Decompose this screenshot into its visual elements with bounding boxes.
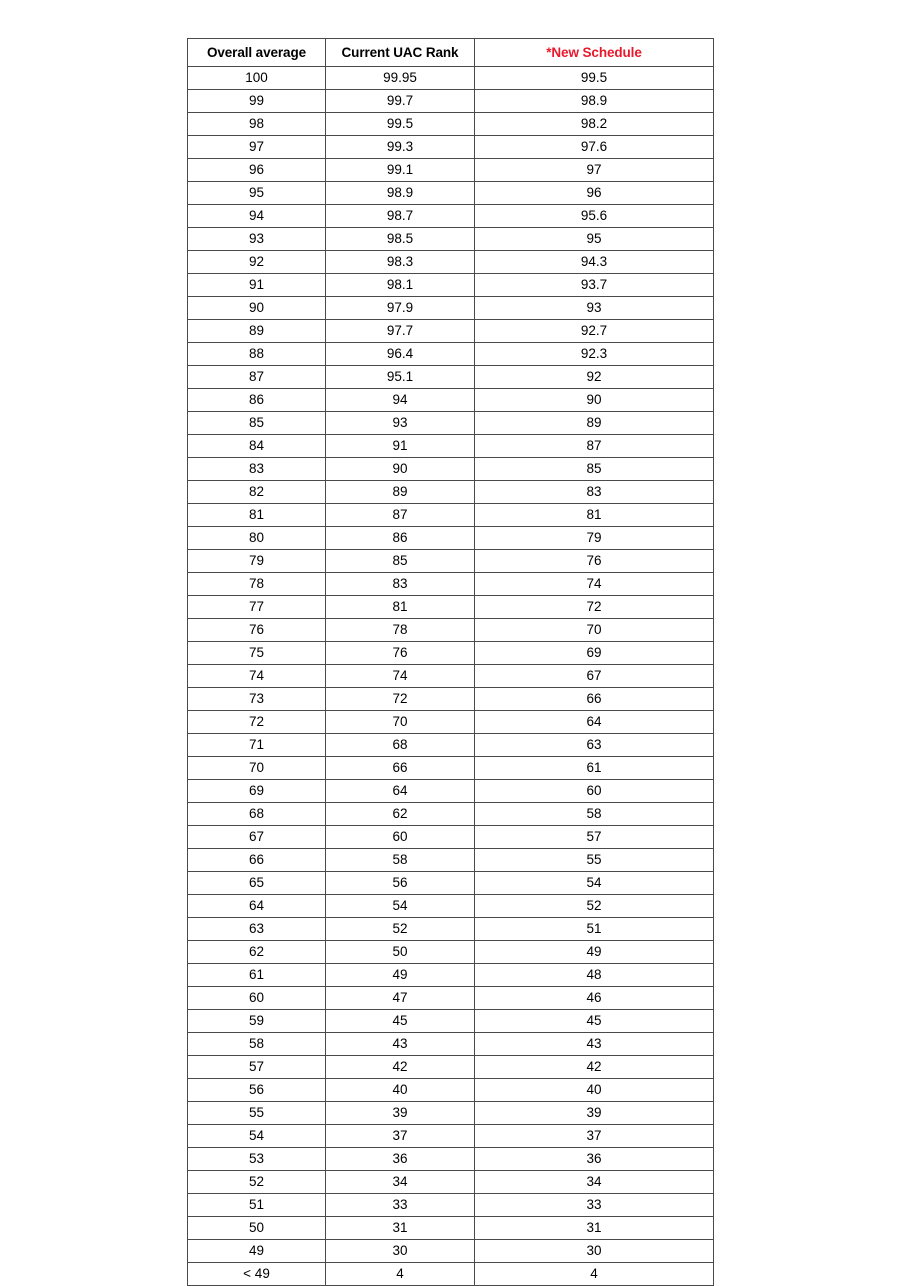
- table-row: [188, 596, 714, 619]
- cell-overall-average: 99: [188, 90, 326, 113]
- table-row: [188, 274, 714, 297]
- cell-overall-average: 78: [188, 573, 326, 596]
- cell-current-uac-rank: 31: [326, 1217, 475, 1240]
- table-row: [188, 619, 714, 642]
- cell-overall-average: 53: [188, 1148, 326, 1171]
- cell-current-uac-rank: 4: [326, 1263, 475, 1286]
- cell-current-uac-rank: 56: [326, 872, 475, 895]
- cell-overall-average: 63: [188, 918, 326, 941]
- cell-current-uac-rank: 58: [326, 849, 475, 872]
- cell-overall-average: < 49: [188, 1263, 326, 1286]
- table-row: [188, 320, 714, 343]
- table-row: [188, 182, 714, 205]
- cell-new-schedule: 4: [475, 1263, 714, 1286]
- table-row: [188, 780, 714, 803]
- cell-new-schedule: 39: [475, 1102, 714, 1125]
- table-row: [188, 113, 714, 136]
- cell-new-schedule: 40: [475, 1079, 714, 1102]
- cell-current-uac-rank: 47: [326, 987, 475, 1010]
- cell-overall-average: 50: [188, 1217, 326, 1240]
- cell-overall-average: 71: [188, 734, 326, 757]
- cell-overall-average: 62: [188, 941, 326, 964]
- cell-current-uac-rank: 37: [326, 1125, 475, 1148]
- cell-current-uac-rank: 74: [326, 665, 475, 688]
- cell-new-schedule: 64: [475, 711, 714, 734]
- cell-current-uac-rank: 70: [326, 711, 475, 734]
- table-row: [188, 458, 714, 481]
- cell-new-schedule: 48: [475, 964, 714, 987]
- cell-new-schedule: 98.2: [475, 113, 714, 136]
- cell-overall-average: 89: [188, 320, 326, 343]
- cell-new-schedule: 85: [475, 458, 714, 481]
- cell-overall-average: 74: [188, 665, 326, 688]
- cell-current-uac-rank: 49: [326, 964, 475, 987]
- cell-new-schedule: 54: [475, 872, 714, 895]
- table-row: [188, 918, 714, 941]
- cell-current-uac-rank: 34: [326, 1171, 475, 1194]
- table-row: [188, 757, 714, 780]
- cell-new-schedule: 96: [475, 182, 714, 205]
- cell-overall-average: 85: [188, 412, 326, 435]
- cell-new-schedule: 30: [475, 1240, 714, 1263]
- cell-new-schedule: 61: [475, 757, 714, 780]
- cell-current-uac-rank: 91: [326, 435, 475, 458]
- table-row: [188, 205, 714, 228]
- cell-current-uac-rank: 42: [326, 1056, 475, 1079]
- cell-current-uac-rank: 98.7: [326, 205, 475, 228]
- cell-overall-average: 58: [188, 1033, 326, 1056]
- cell-overall-average: 60: [188, 987, 326, 1010]
- cell-current-uac-rank: 89: [326, 481, 475, 504]
- cell-current-uac-rank: 43: [326, 1033, 475, 1056]
- cell-new-schedule: 70: [475, 619, 714, 642]
- table-body: [188, 67, 714, 1286]
- table-row: [188, 1125, 714, 1148]
- table-row: [188, 987, 714, 1010]
- column-header-current-uac-rank: Current UAC Rank: [326, 39, 475, 67]
- cell-new-schedule: 93: [475, 297, 714, 320]
- cell-new-schedule: 81: [475, 504, 714, 527]
- cell-new-schedule: 87: [475, 435, 714, 458]
- table-row: [188, 435, 714, 458]
- cell-new-schedule: 46: [475, 987, 714, 1010]
- table-row: [188, 136, 714, 159]
- cell-overall-average: 84: [188, 435, 326, 458]
- rank-conversion-table: [187, 38, 714, 1286]
- column-header-overall-average: Overall average: [188, 39, 326, 67]
- cell-current-uac-rank: 99.3: [326, 136, 475, 159]
- cell-current-uac-rank: 39: [326, 1102, 475, 1125]
- cell-new-schedule: 58: [475, 803, 714, 826]
- cell-new-schedule: 57: [475, 826, 714, 849]
- table-row: [188, 90, 714, 113]
- rank-conversion-table-container: [187, 38, 713, 1286]
- cell-current-uac-rank: 81: [326, 596, 475, 619]
- cell-new-schedule: 92.7: [475, 320, 714, 343]
- cell-current-uac-rank: 98.3: [326, 251, 475, 274]
- table-row: [188, 1079, 714, 1102]
- cell-overall-average: 87: [188, 366, 326, 389]
- cell-current-uac-rank: 98.5: [326, 228, 475, 251]
- table-row: [188, 826, 714, 849]
- cell-overall-average: 59: [188, 1010, 326, 1033]
- cell-current-uac-rank: 90: [326, 458, 475, 481]
- cell-new-schedule: 97: [475, 159, 714, 182]
- table-row: [188, 343, 714, 366]
- cell-current-uac-rank: 76: [326, 642, 475, 665]
- table-row: [188, 872, 714, 895]
- table-row: [188, 527, 714, 550]
- cell-current-uac-rank: 50: [326, 941, 475, 964]
- cell-new-schedule: 90: [475, 389, 714, 412]
- cell-new-schedule: 92: [475, 366, 714, 389]
- table-row: [188, 1240, 714, 1263]
- cell-overall-average: 57: [188, 1056, 326, 1079]
- cell-current-uac-rank: 99.5: [326, 113, 475, 136]
- table-row: [188, 734, 714, 757]
- cell-overall-average: 77: [188, 596, 326, 619]
- cell-new-schedule: 95: [475, 228, 714, 251]
- cell-overall-average: 56: [188, 1079, 326, 1102]
- cell-overall-average: 98: [188, 113, 326, 136]
- cell-current-uac-rank: 64: [326, 780, 475, 803]
- table-row: [188, 964, 714, 987]
- cell-overall-average: 100: [188, 67, 326, 90]
- cell-new-schedule: 55: [475, 849, 714, 872]
- cell-overall-average: 91: [188, 274, 326, 297]
- cell-overall-average: 49: [188, 1240, 326, 1263]
- cell-new-schedule: 89: [475, 412, 714, 435]
- cell-current-uac-rank: 99.1: [326, 159, 475, 182]
- table-row: [188, 251, 714, 274]
- cell-current-uac-rank: 54: [326, 895, 475, 918]
- cell-overall-average: 83: [188, 458, 326, 481]
- table-row: [188, 1194, 714, 1217]
- cell-new-schedule: 99.5: [475, 67, 714, 90]
- cell-new-schedule: 74: [475, 573, 714, 596]
- cell-current-uac-rank: 97.9: [326, 297, 475, 320]
- cell-overall-average: 70: [188, 757, 326, 780]
- cell-overall-average: 76: [188, 619, 326, 642]
- cell-new-schedule: 97.6: [475, 136, 714, 159]
- cell-new-schedule: 60: [475, 780, 714, 803]
- cell-new-schedule: 67: [475, 665, 714, 688]
- table-row: [188, 1056, 714, 1079]
- table-row: [188, 573, 714, 596]
- cell-current-uac-rank: 52: [326, 918, 475, 941]
- cell-new-schedule: 95.6: [475, 205, 714, 228]
- cell-current-uac-rank: 87: [326, 504, 475, 527]
- table-row: [188, 550, 714, 573]
- cell-overall-average: 95: [188, 182, 326, 205]
- cell-current-uac-rank: 33: [326, 1194, 475, 1217]
- cell-overall-average: 64: [188, 895, 326, 918]
- table-row: [188, 711, 714, 734]
- table-row: [188, 849, 714, 872]
- cell-current-uac-rank: 85: [326, 550, 475, 573]
- cell-current-uac-rank: 99.7: [326, 90, 475, 113]
- cell-new-schedule: 31: [475, 1217, 714, 1240]
- cell-new-schedule: 52: [475, 895, 714, 918]
- cell-overall-average: 97: [188, 136, 326, 159]
- column-header-new-schedule: *New Schedule: [475, 39, 714, 67]
- cell-overall-average: 54: [188, 1125, 326, 1148]
- cell-current-uac-rank: 98.9: [326, 182, 475, 205]
- cell-overall-average: 93: [188, 228, 326, 251]
- cell-new-schedule: 34: [475, 1171, 714, 1194]
- cell-current-uac-rank: 78: [326, 619, 475, 642]
- cell-new-schedule: 83: [475, 481, 714, 504]
- cell-new-schedule: 92.3: [475, 343, 714, 366]
- cell-overall-average: 51: [188, 1194, 326, 1217]
- cell-current-uac-rank: 36: [326, 1148, 475, 1171]
- cell-current-uac-rank: 30: [326, 1240, 475, 1263]
- table-row: [188, 665, 714, 688]
- cell-current-uac-rank: 98.1: [326, 274, 475, 297]
- table-row: [188, 642, 714, 665]
- cell-overall-average: 88: [188, 343, 326, 366]
- table-row: [188, 1217, 714, 1240]
- cell-current-uac-rank: 72: [326, 688, 475, 711]
- cell-overall-average: 80: [188, 527, 326, 550]
- cell-current-uac-rank: 86: [326, 527, 475, 550]
- cell-new-schedule: 93.7: [475, 274, 714, 297]
- cell-overall-average: 65: [188, 872, 326, 895]
- cell-overall-average: 66: [188, 849, 326, 872]
- table-row: [188, 1171, 714, 1194]
- cell-overall-average: 79: [188, 550, 326, 573]
- table-row: [188, 366, 714, 389]
- table-row: [188, 412, 714, 435]
- cell-current-uac-rank: 96.4: [326, 343, 475, 366]
- cell-new-schedule: 45: [475, 1010, 714, 1033]
- table-row: [188, 688, 714, 711]
- cell-overall-average: 81: [188, 504, 326, 527]
- cell-overall-average: 67: [188, 826, 326, 849]
- cell-new-schedule: 69: [475, 642, 714, 665]
- cell-overall-average: 61: [188, 964, 326, 987]
- cell-overall-average: 92: [188, 251, 326, 274]
- cell-new-schedule: 42: [475, 1056, 714, 1079]
- cell-new-schedule: 36: [475, 1148, 714, 1171]
- cell-overall-average: 69: [188, 780, 326, 803]
- table-row: [188, 297, 714, 320]
- cell-current-uac-rank: 45: [326, 1010, 475, 1033]
- cell-overall-average: 72: [188, 711, 326, 734]
- table-row: [188, 895, 714, 918]
- cell-current-uac-rank: 95.1: [326, 366, 475, 389]
- cell-new-schedule: 49: [475, 941, 714, 964]
- table-row: [188, 228, 714, 251]
- cell-current-uac-rank: 66: [326, 757, 475, 780]
- cell-current-uac-rank: 83: [326, 573, 475, 596]
- table-row: [188, 941, 714, 964]
- cell-new-schedule: 66: [475, 688, 714, 711]
- cell-new-schedule: 63: [475, 734, 714, 757]
- table-row: [188, 481, 714, 504]
- cell-current-uac-rank: 62: [326, 803, 475, 826]
- cell-new-schedule: 51: [475, 918, 714, 941]
- cell-current-uac-rank: 40: [326, 1079, 475, 1102]
- cell-overall-average: 52: [188, 1171, 326, 1194]
- table-row: [188, 389, 714, 412]
- cell-new-schedule: 94.3: [475, 251, 714, 274]
- cell-overall-average: 82: [188, 481, 326, 504]
- table-row: [188, 1033, 714, 1056]
- cell-current-uac-rank: 60: [326, 826, 475, 849]
- cell-new-schedule: 79: [475, 527, 714, 550]
- table-row: [188, 803, 714, 826]
- cell-overall-average: 73: [188, 688, 326, 711]
- table-header: [188, 39, 714, 67]
- table-row: [188, 504, 714, 527]
- cell-overall-average: 75: [188, 642, 326, 665]
- cell-new-schedule: 76: [475, 550, 714, 573]
- table-header-row: [188, 39, 714, 67]
- cell-new-schedule: 33: [475, 1194, 714, 1217]
- cell-new-schedule: 43: [475, 1033, 714, 1056]
- cell-new-schedule: 37: [475, 1125, 714, 1148]
- cell-current-uac-rank: 93: [326, 412, 475, 435]
- cell-current-uac-rank: 94: [326, 389, 475, 412]
- cell-overall-average: 86: [188, 389, 326, 412]
- table-row: [188, 159, 714, 182]
- cell-current-uac-rank: 97.7: [326, 320, 475, 343]
- cell-new-schedule: 98.9: [475, 90, 714, 113]
- cell-overall-average: 94: [188, 205, 326, 228]
- cell-overall-average: 68: [188, 803, 326, 826]
- cell-current-uac-rank: 99.95: [326, 67, 475, 90]
- table-row: [188, 67, 714, 90]
- cell-overall-average: 90: [188, 297, 326, 320]
- table-row: [188, 1102, 714, 1125]
- cell-new-schedule: 72: [475, 596, 714, 619]
- table-row: [188, 1263, 714, 1286]
- cell-overall-average: 96: [188, 159, 326, 182]
- cell-overall-average: 55: [188, 1102, 326, 1125]
- cell-current-uac-rank: 68: [326, 734, 475, 757]
- table-row: [188, 1148, 714, 1171]
- table-row: [188, 1010, 714, 1033]
